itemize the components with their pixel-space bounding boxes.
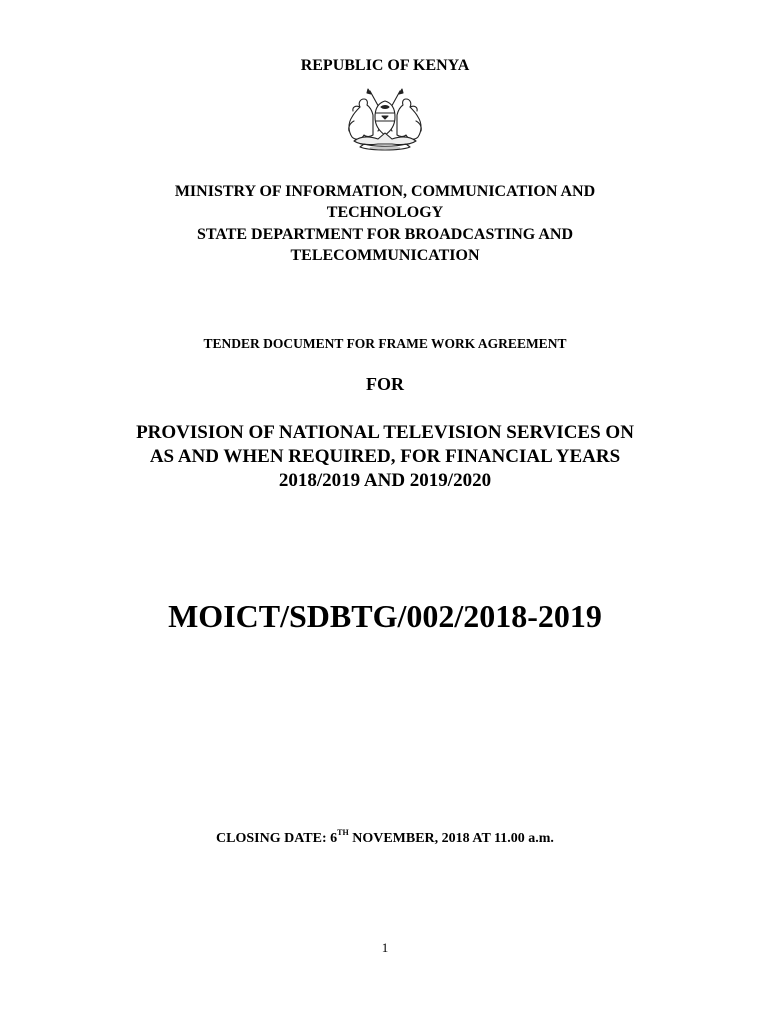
closing-date-ordinal: TH	[337, 828, 349, 837]
purpose-line-3: 2018/2019 AND 2019/2020	[278, 470, 492, 491]
kenya-coat-of-arms-icon	[340, 87, 430, 153]
ministry-line-2: TECHNOLOGY	[326, 204, 444, 221]
tender-reference-number: MOICT/SDBTG/002/2018-2019	[168, 598, 602, 634]
department-line-2: TELECOMMUNICATION	[290, 247, 480, 264]
page-number: 1	[381, 940, 389, 955]
ministry-line-1: MINISTRY OF INFORMATION, COMMUNICATION AND	[174, 183, 596, 200]
purpose-line-2: AS AND WHEN REQUIRED, FOR FINANCIAL YEARS	[149, 446, 621, 467]
for-label: FOR	[366, 374, 404, 394]
purpose-line-1: PROVISION OF NATIONAL TELEVISION SERVICES ON	[136, 422, 634, 443]
closing-date-rest: NOVEMBER, 2018 AT 11.00 a.m.	[348, 831, 554, 846]
department-line-1: STATE DEPARTMENT FOR BROADCASTING AND	[196, 226, 574, 243]
tender-title: TENDER DOCUMENT FOR FRAME WORK AGREEMENT	[203, 336, 567, 351]
country-heading: REPUBLIC OF KENYA	[300, 57, 470, 74]
closing-date-label: CLOSING DATE: 6	[216, 831, 338, 846]
closing-date	[0, 828, 770, 847]
